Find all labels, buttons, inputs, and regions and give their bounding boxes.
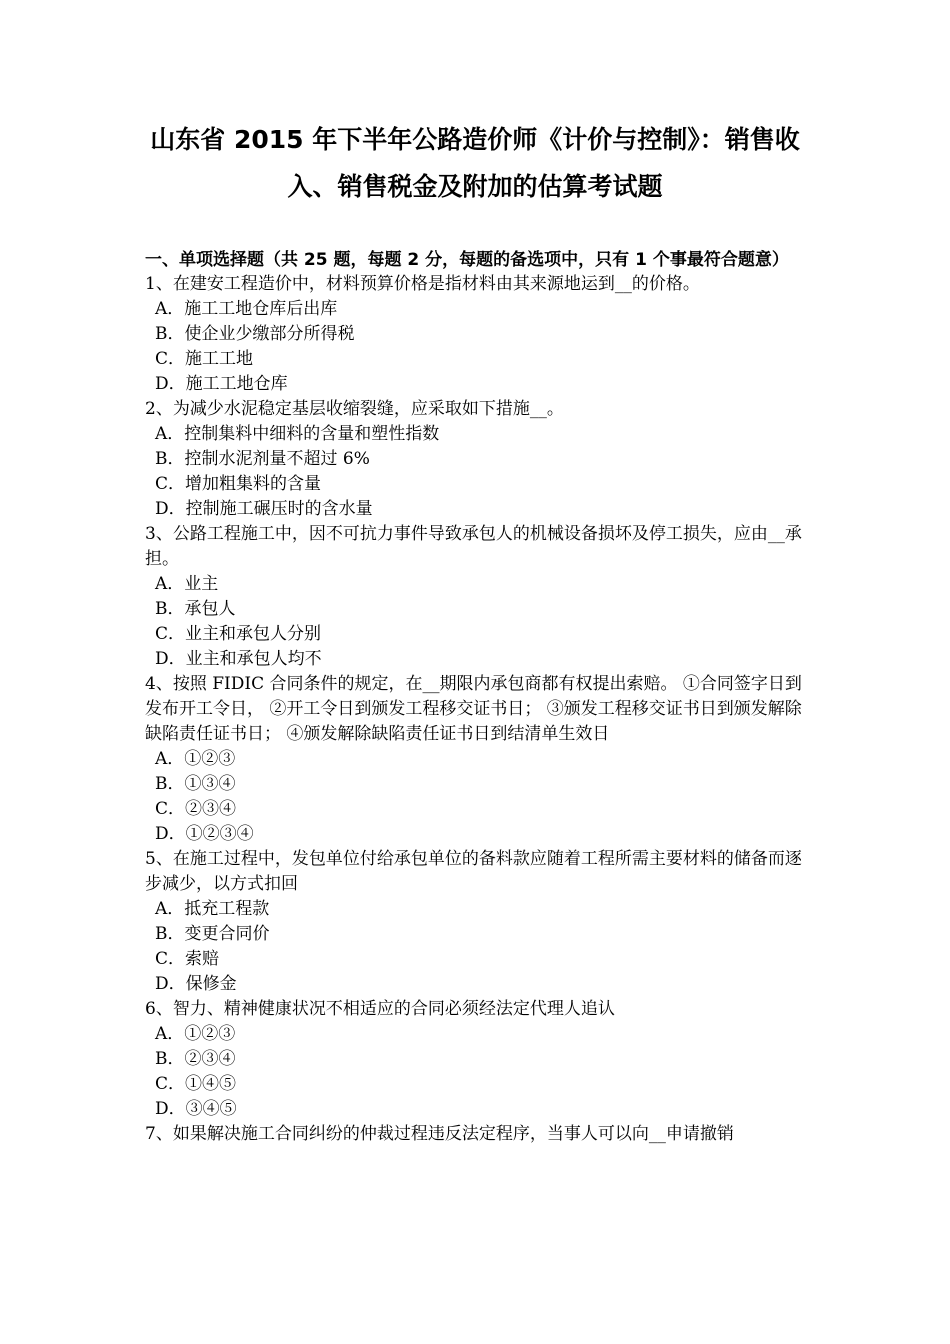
document-content: [145, 220, 807, 1147]
question-stem: 4、按照 FIDIC 合同条件的规定，在__期限内承包商都有权提出索赔。 ①合同签字日到发布开工令日， ②开工令日到颁发工程移交证书日； ③颁发工程移交证书日到颁发解除缺陷责任证书日； ④颁发解除缺陷责任证书日到结清单生效日: [145, 674, 802, 744]
option-d: D．业主和承包人均不: [155, 649, 322, 669]
option-c: C．增加粗集料的含量: [155, 474, 322, 494]
question-3: [145, 522, 807, 672]
option-a: A．控制集料中细料的含量和塑性指数: [155, 424, 440, 444]
question-stem: 1、在建安工程造价中，材料预算价格是指材料由其来源地运到__的价格。: [145, 274, 700, 294]
option-a: A．抵充工程款: [155, 899, 270, 919]
question-stem: 6、智力、精神健康状况不相适应的合同必须经法定代理人追认: [145, 999, 615, 1019]
option-b: B．承包人: [155, 599, 236, 619]
option-c: C．施工工地: [155, 349, 254, 369]
option-b: B．控制水泥剂量不超过 6%: [155, 449, 370, 469]
option-c: C．②③④: [155, 799, 237, 819]
option-d: D．保修金: [155, 974, 237, 994]
option-d: D．③④⑤: [155, 1099, 237, 1119]
option-d: D．施工工地仓库: [155, 374, 288, 394]
question-7: [145, 1122, 807, 1147]
option-b: B．②③④: [155, 1049, 236, 1069]
question-stem: 2、为减少水泥稳定基层收缩裂缝，应采取如下措施__。: [145, 399, 564, 419]
question-5: [145, 847, 807, 997]
option-a: A．①②③: [155, 749, 236, 769]
option-a: A．施工工地仓库后出库: [155, 299, 338, 319]
question-stem: 3、公路工程施工中，因不可抗力事件导致承包人的机械设备损坏及停工损失，应由__承担。: [145, 524, 802, 569]
option-b: B．变更合同价: [155, 924, 270, 944]
question-4: [145, 672, 807, 847]
option-c: C．索赔: [155, 949, 220, 969]
question-stem: 7、如果解决施工合同纠纷的仲裁过程违反法定程序，当事人可以向__申请撤销: [145, 1124, 734, 1144]
option-a: A．①②③: [155, 1024, 236, 1044]
question-stem: 5、在施工过程中，发包单位付给承包单位的备料款应随着工程所需主要材料的储备而逐步减少，以方式扣回: [145, 849, 802, 894]
option-a: A．业主: [155, 574, 219, 594]
option-c: C．业主和承包人分别: [155, 624, 322, 644]
document-title-line-2: 入、销售税金及附加的估算考试题: [287, 172, 663, 201]
option-d: D．控制施工碾压时的含水量: [155, 499, 373, 519]
question-2: [145, 397, 807, 522]
option-b: B．使企业少缴部分所得税: [155, 324, 355, 344]
question-6: [145, 997, 807, 1122]
section-header: 一、单项选择题（共 25 题，每题 2 分，每题的备选项中，只有 1 个事最符合题意）: [145, 250, 789, 270]
document-title-line-1: 山东省 2015 年下半年公路造价师《计价与控制》：销售收: [150, 125, 800, 154]
option-c: C．①④⑤: [155, 1074, 237, 1094]
question-1: [145, 272, 807, 397]
option-d: D．①②③④: [155, 824, 254, 844]
option-b: B．①③④: [155, 774, 236, 794]
